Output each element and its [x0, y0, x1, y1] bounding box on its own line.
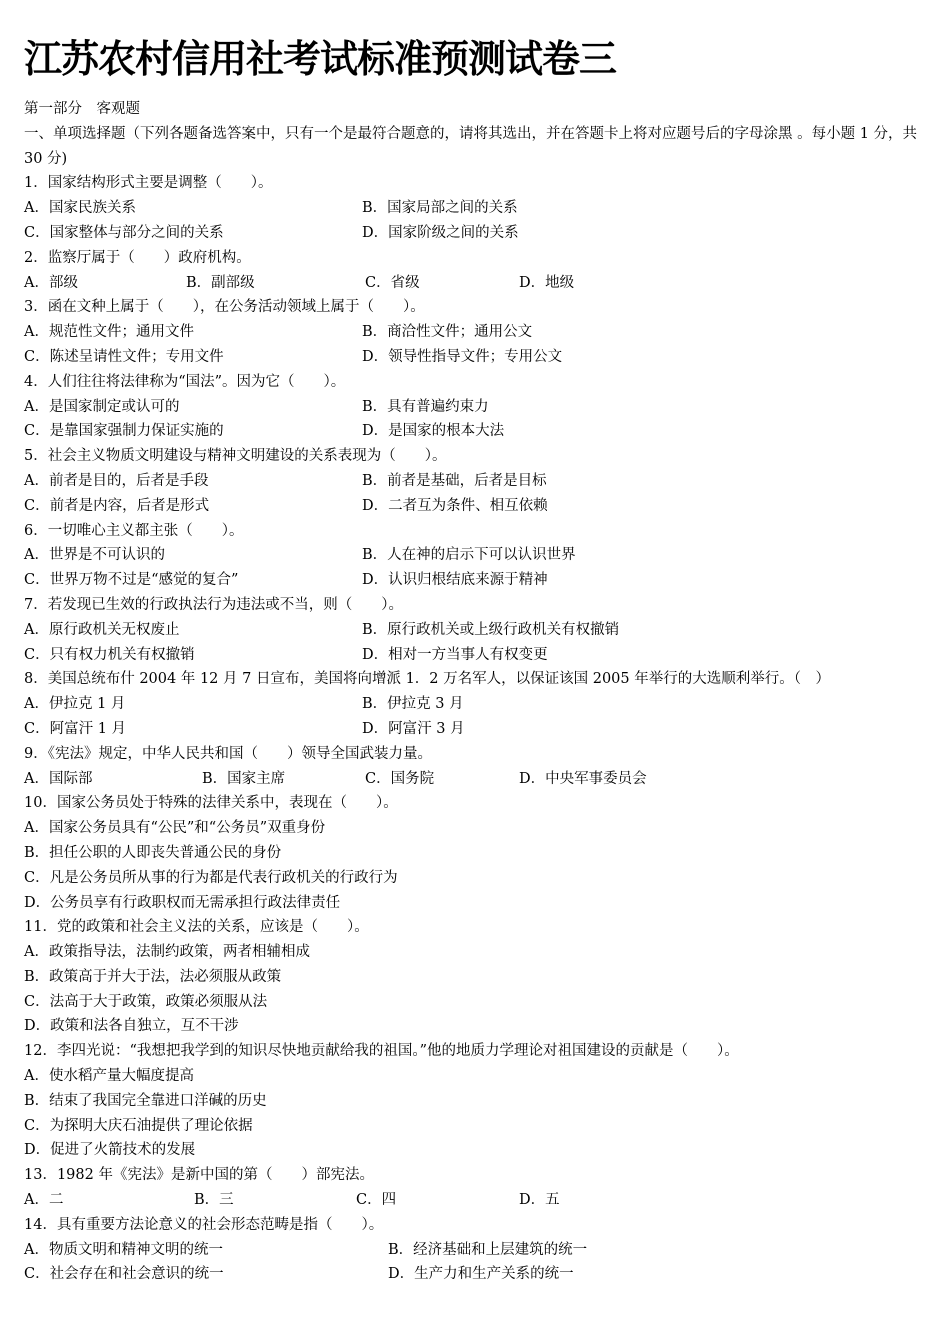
answer-option: A．世界是不可认识的	[24, 547, 165, 564]
option-row	[24, 965, 934, 990]
option-row	[24, 1188, 934, 1213]
option-row	[24, 643, 934, 668]
answer-option: A．部级	[24, 274, 78, 291]
option-row	[24, 469, 934, 494]
answer-option: B．商洽性文件；通用公文	[362, 324, 533, 341]
answer-option: B．国家主席	[202, 770, 286, 787]
section-instructions: 一、单项选择题（下列各题备选答案中，只有一个是最符合题意的，请将其选出，并在答题卡上将对应题号后的字母涂黑 。每小题 1 分，共 30 分)	[24, 125, 918, 167]
option-row	[24, 1014, 934, 1039]
answer-option: D．领导性指导文件；专用公文	[362, 348, 563, 365]
answer-option: B．原行政机关或上级行政机关有权撤销	[362, 621, 620, 638]
answer-option: A．使水稻产量大幅度提高	[24, 1068, 194, 1085]
answer-option: D．政策和法各自独立，互不干涉	[24, 1018, 239, 1035]
answer-option: B．国家局部之间的关系	[362, 200, 518, 217]
answer-option: A．国家公务员具有“公民”和“公务员”双重身份	[24, 820, 326, 837]
question-stem: 8．美国总统布什 2004 年 12 月 7 日宣布，美国将向增派 1．2 万名军人，以保证该国 2005 年举行的大选顺利举行。（ ）	[24, 671, 830, 688]
option-row	[24, 196, 934, 221]
option-row	[24, 1138, 934, 1163]
option-row	[24, 816, 934, 841]
option-row	[24, 568, 934, 593]
part-heading: 第一部分 客观题	[24, 101, 140, 117]
question-stem: 11．党的政策和社会主义法的关系，应该是（ ）。	[24, 919, 369, 936]
answer-option: B．人在神的启示下可以认识世界	[362, 547, 576, 564]
answer-option: B．结束了我国完全靠进口洋碱的历史	[24, 1092, 267, 1109]
option-row	[24, 1262, 934, 1287]
answer-option: D．阿富汗 3 月	[362, 720, 465, 737]
option-row	[24, 221, 934, 246]
option-row	[24, 1114, 934, 1139]
answer-option: C．阿富汗 1 月	[24, 720, 127, 737]
question-stem: 14．具有重要方法论意义的社会形态范畴是指（ ）。	[24, 1216, 384, 1233]
answer-option: C．世界万物不过是“感觉的复合”	[24, 572, 239, 589]
option-row	[24, 767, 934, 792]
answer-option: C．社会存在和社会意识的统一	[24, 1266, 224, 1283]
answer-option: B．政策高于并大于法，法必须服从政策	[24, 968, 282, 985]
option-row	[24, 543, 934, 568]
option-row	[24, 395, 934, 420]
question-stem: 4．人们往往将法律称为“国法”。因为它（ ）。	[24, 373, 346, 390]
answer-option: A．伊拉克 1 月	[24, 696, 126, 713]
answer-option: D．认识归根结底来源于精神	[362, 572, 548, 589]
answer-option: D．是国家的根本大法	[362, 423, 505, 440]
answer-option: C．陈述呈请性文件；专用文件	[24, 348, 224, 365]
answer-option: C．国家整体与部分之间的关系	[24, 224, 224, 241]
answer-option: B．前者是基础，后者是目标	[362, 472, 547, 489]
answer-option: C．国务院	[365, 770, 435, 787]
option-row	[24, 841, 934, 866]
option-row	[24, 419, 934, 444]
answer-option: C．只有权力机关有权撤销	[24, 646, 195, 663]
document-body	[24, 97, 934, 1287]
answer-option: A．是国家制定或认可的	[24, 398, 180, 415]
answer-option: A．前者是目的，后者是手段	[24, 472, 209, 489]
question-stem: 9．《宪法》规定，中华人民共和国（ ）领导全国武装力量。	[24, 745, 432, 762]
question-stem: 6．一切唯心主义都主张（ ）。	[24, 522, 244, 539]
answer-option: B．三	[194, 1192, 234, 1209]
answer-option: D．促进了火箭技术的发展	[24, 1142, 196, 1159]
answer-option: C．省级	[365, 274, 420, 291]
question-stem: 2．监察厅属于（ ）政府机构。	[24, 249, 251, 266]
answer-option: A．国际部	[24, 770, 93, 787]
answer-option: D．相对一方当事人有权变更	[362, 646, 548, 663]
answer-option: C．前者是内容，后者是形式	[24, 497, 210, 514]
answer-option: B．经济基础和上层建筑的统一	[388, 1241, 588, 1258]
question-stem: 10．国家公务员处于特殊的法律关系中，表现在（ ）。	[24, 795, 398, 812]
option-row	[24, 692, 934, 717]
question-stem: 3．函在文种上属于（ ），在公务活动领域上属于（ ）。	[24, 299, 425, 316]
answer-option: D．五	[519, 1192, 560, 1209]
question-stem: 1．国家结构形式主要是调整（ ）。	[24, 175, 273, 192]
answer-option: B．副部级	[186, 274, 255, 291]
answer-option: B．伊拉克 3 月	[362, 696, 464, 713]
answer-option: D．中央军事委员会	[519, 770, 647, 787]
question-stem: 12．李四光说：“我想把我学到的知识尽快地贡献给我的祖国。”他的地质力学理论对祖国建设的贡献是（ ）。	[24, 1043, 739, 1060]
answer-option: A．二	[24, 1192, 64, 1209]
question-stem: 7．若发现已生效的行政执法行为违法或不当，则（ ）。	[24, 596, 403, 613]
answer-option: A．物质文明和精神文明的统一	[24, 1241, 223, 1258]
option-row	[24, 271, 934, 296]
answer-option: A．政策指导法，法制约政策，两者相辅相成	[24, 944, 310, 961]
option-row	[24, 1064, 934, 1089]
answer-option: C．凡是公务员所从事的行为都是代表行政机关的行政行为	[24, 869, 398, 886]
answer-option: D．地级	[519, 274, 575, 291]
option-row	[24, 717, 934, 742]
question-stem: 13．1982 年《宪法》是新中国的第（ ）部宪法。	[24, 1167, 374, 1184]
answer-option: D．国家阶级之间的关系	[362, 224, 519, 241]
answer-option: A．规范性文件；通用文件	[24, 324, 194, 341]
answer-option: D．公务员享有行政职权而无需承担行政法律责任	[24, 894, 341, 911]
answer-option: C．为探明大庆石油提供了理论依据	[24, 1117, 253, 1134]
answer-option: D．二者互为条件、相互依赖	[362, 497, 548, 514]
answer-option: B．具有普遍约束力	[362, 398, 489, 415]
option-row	[24, 891, 934, 916]
answer-option: C．四	[356, 1192, 397, 1209]
answer-option: C．法高于大于政策，政策必须服从法	[24, 993, 268, 1010]
option-row	[24, 866, 934, 891]
option-row	[24, 940, 934, 965]
option-row	[24, 1089, 934, 1114]
option-row	[24, 320, 934, 345]
option-row	[24, 345, 934, 370]
document-title: 江苏农村信用社考试标准预测试卷三	[24, 37, 617, 81]
option-row	[24, 618, 934, 643]
option-row	[24, 990, 934, 1015]
option-row	[24, 494, 934, 519]
question-stem: 5．社会主义物质文明建设与精神文明建设的关系表现为（ ）。	[24, 448, 447, 465]
answer-option: A．国家民族关系	[24, 200, 136, 217]
answer-option: A．原行政机关无权废止	[24, 621, 180, 638]
option-row	[24, 1238, 934, 1263]
answer-option: C．是靠国家强制力保证实施的	[24, 423, 224, 440]
answer-option: D．生产力和生产关系的统一	[388, 1266, 574, 1283]
answer-option: B．担任公职的人即丧失普通公民的身份	[24, 844, 282, 861]
